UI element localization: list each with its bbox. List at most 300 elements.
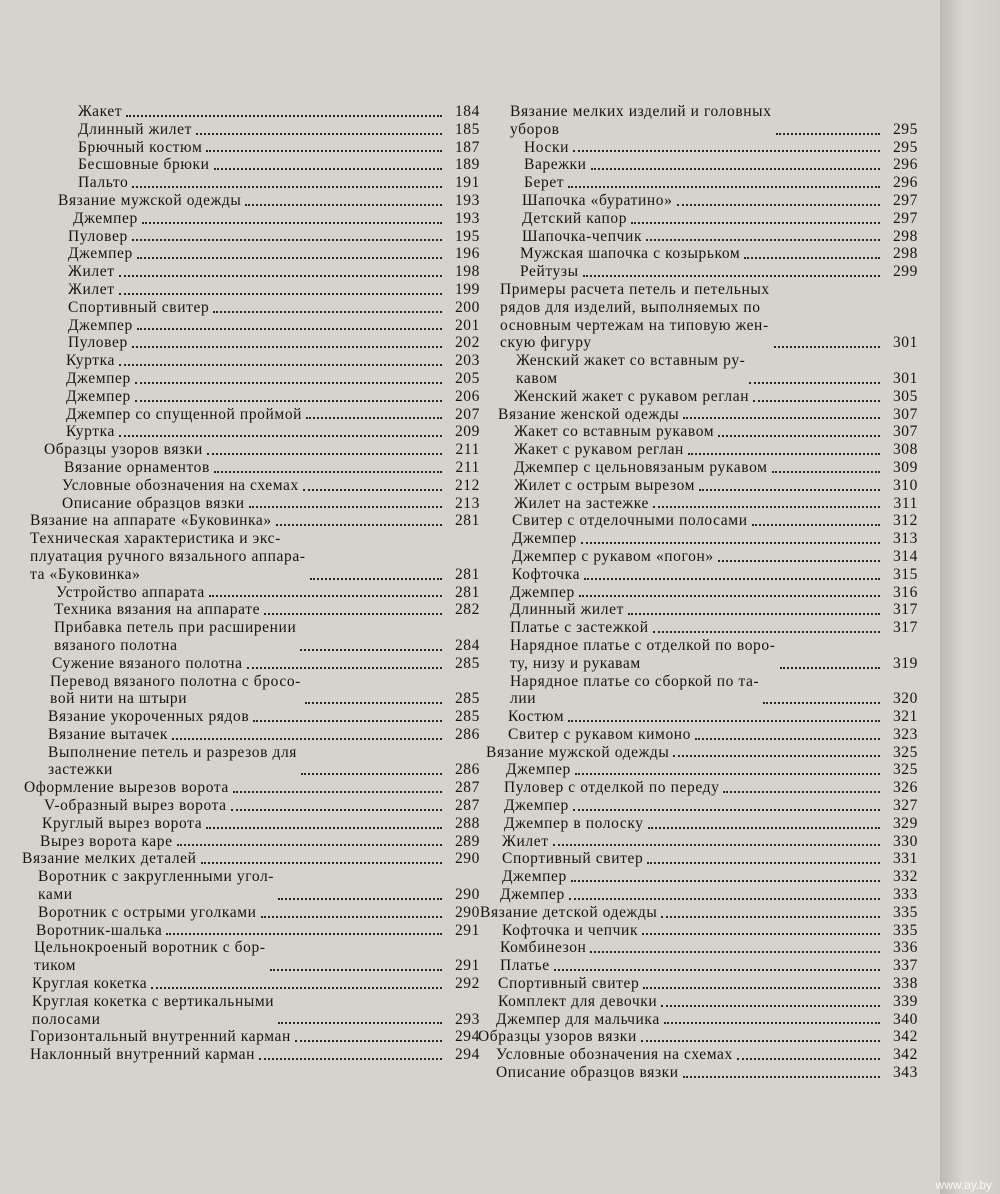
toc-entry-title: Нарядное платье со сборкой по та- лии [510, 672, 760, 708]
watermark: www.ay.by [935, 1178, 992, 1192]
dot-leader [737, 1058, 880, 1060]
toc-entry [478, 922, 918, 940]
toc-page-number: 205 [454, 369, 480, 387]
toc-page-number: 212 [454, 476, 480, 494]
toc-page-number: 198 [454, 263, 480, 281]
dot-leader [196, 133, 442, 135]
toc-page-number: 290 [454, 886, 480, 904]
toc-entry-title: Воротник с закругленными угол- ками [38, 868, 275, 904]
toc-entry-title: Свитер с отделочными полосами [512, 512, 748, 530]
toc-entry-title: Жилет с острым вырезом [514, 476, 696, 494]
toc-entry-title: Кофточка [512, 565, 581, 583]
toc-entry [478, 281, 918, 352]
toc-page-number: 287 [454, 797, 480, 815]
toc-page-number: 317 [892, 601, 918, 619]
toc-entry-title: Шапочка-чепчик [522, 227, 643, 245]
toc-page-number: 313 [892, 530, 918, 548]
toc-page-number: 297 [892, 191, 918, 209]
toc-entry-title: Джемпер [510, 583, 575, 601]
dot-leader [278, 898, 442, 900]
dot-leader [231, 809, 442, 811]
toc-page-number: 335 [892, 921, 918, 939]
dot-leader [214, 168, 442, 170]
toc-entry-title: Вязание мужской одежды [486, 743, 670, 761]
toc-entry [18, 495, 480, 513]
toc-entry-title: Джемпер [66, 387, 131, 405]
toc-entry-title: Описание образцов вязки [62, 494, 245, 512]
toc-page-number: 314 [892, 547, 918, 565]
toc-entry [478, 423, 918, 441]
toc-entry-title: Кофточка и чепчик [502, 921, 639, 939]
toc-entry [18, 655, 480, 673]
toc-entry-title: Пуловер [68, 334, 128, 352]
toc-entry [18, 868, 480, 904]
toc-entry [478, 975, 918, 993]
dot-leader [553, 844, 880, 846]
toc-entry-title: Вязание мелких изделий и головных уборов [510, 103, 772, 138]
toc-entry [18, 975, 480, 993]
toc-entry-title: V-образный вырез ворота [44, 797, 227, 815]
toc-page-number: 289 [454, 832, 480, 850]
toc-entry-title: Длинный жилет [510, 601, 624, 619]
toc-entry [478, 584, 918, 602]
toc-entry [18, 993, 480, 1029]
toc-entry-title: Цельнокроеный воротник с бор- тиком [34, 939, 266, 975]
toc-entry-title: Джемпер [68, 316, 133, 334]
toc-page-number: 187 [454, 138, 480, 156]
toc-entry [478, 993, 918, 1011]
toc-entry-title: Жилет [502, 832, 549, 850]
toc-column-left [18, 103, 480, 1064]
toc-entry-title: Брючный костюм [78, 138, 203, 156]
toc-entry-title: Жакет [78, 103, 123, 120]
toc-entry-title: Шапочка «буратино» [522, 191, 673, 209]
toc-page-number: 281 [454, 583, 480, 601]
toc-entry-title: Пуловер с отделкой по переду [504, 779, 720, 797]
toc-entry-title: Джемпер [73, 209, 138, 227]
dot-leader [590, 951, 880, 953]
dot-leader [132, 346, 442, 348]
toc-entry-title: Воротник с острыми уголками [38, 903, 257, 921]
dot-leader [249, 506, 442, 508]
toc-page-number: 331 [892, 850, 918, 868]
dot-leader [172, 738, 442, 740]
dot-leader [276, 524, 442, 526]
toc-entry [18, 1046, 480, 1064]
toc-page-number: 290 [454, 903, 480, 921]
dot-leader [664, 1022, 880, 1024]
dot-leader [688, 453, 880, 455]
toc-entry-title: Женский жакет со вставным ру- кавом [516, 352, 746, 387]
toc-page-number: 301 [892, 369, 918, 387]
toc-entry [478, 530, 918, 548]
toc-entry-title: Жакет со вставным рукавом [514, 423, 715, 441]
toc-page-number: 320 [892, 690, 918, 708]
dot-leader [591, 168, 880, 170]
dot-leader [264, 613, 442, 615]
toc-entry [478, 868, 918, 886]
toc-page-number: 292 [454, 975, 480, 993]
dot-leader [661, 1005, 880, 1007]
toc-entry-title: Вязание мелких деталей [22, 850, 197, 868]
toc-entry-title: Женский жакет с рукавом реглан [514, 387, 750, 405]
dot-leader [259, 1058, 442, 1060]
toc-entry [478, 388, 918, 406]
toc-entry-title: Оформление вырезов ворота [24, 779, 229, 797]
toc-page-number: 184 [454, 103, 480, 120]
dot-leader [261, 916, 442, 918]
toc-entry [478, 850, 918, 868]
toc-entry [18, 833, 480, 851]
toc-entry-title: Длинный жилет [78, 120, 192, 138]
dot-leader [653, 631, 880, 633]
toc-entry [18, 299, 480, 317]
toc-entry [478, 708, 918, 726]
toc-entry [478, 797, 918, 815]
dot-leader [119, 364, 442, 366]
dot-leader [201, 862, 442, 864]
toc-entry [18, 673, 480, 709]
dot-leader [301, 773, 442, 775]
toc-entry [478, 245, 918, 263]
toc-page-number: 285 [454, 690, 480, 708]
toc-entry [18, 192, 480, 210]
toc-entry [18, 939, 480, 975]
dot-leader [752, 524, 880, 526]
dot-leader [584, 578, 880, 580]
toc-entry-title: Берет [524, 174, 565, 192]
toc-page-number: 327 [892, 797, 918, 815]
toc-page-number: 206 [454, 387, 480, 405]
toc-entry-title: Платье [500, 957, 550, 975]
toc-entry-title: Жакет с рукавом реглан [514, 441, 684, 459]
dot-leader [631, 222, 880, 224]
toc-entry [478, 957, 918, 975]
dot-leader [683, 417, 880, 419]
toc-entry [478, 103, 918, 139]
dot-leader [661, 916, 880, 918]
toc-entry-title: Пальто [78, 174, 129, 192]
toc-entry [478, 406, 918, 424]
toc-entry [478, 779, 918, 797]
toc-entry-title: Перевод вязаного полотна с бросо- вой нити на штыри [50, 672, 301, 708]
toc-entry-title: Сужение вязаного полотна [52, 654, 243, 672]
toc-page-number: 335 [892, 903, 918, 921]
toc-page-number: 326 [892, 779, 918, 797]
toc-entry-title: Куртка [66, 423, 116, 441]
toc-entry-title: Спортивный свитер [502, 850, 644, 868]
toc-page-number: 299 [892, 263, 918, 281]
dot-leader [300, 649, 442, 651]
dot-leader [763, 702, 880, 704]
toc-page-number: 288 [454, 814, 480, 832]
toc-entry-title: Выполнение петель и разрезов для застежки [48, 743, 298, 779]
toc-entry-title: Техника вязания на аппарате [54, 601, 261, 619]
toc-entry [478, 619, 918, 637]
toc-entry-title: Комплект для девочки [498, 992, 658, 1010]
toc-entry [18, 121, 480, 139]
dot-leader [132, 186, 442, 188]
toc-entry [18, 708, 480, 726]
toc-entry [18, 584, 480, 602]
toc-page-number: 321 [892, 708, 918, 726]
toc-page-number: 294 [454, 1028, 480, 1046]
dot-leader [295, 1040, 442, 1042]
toc-page-number: 298 [892, 227, 918, 245]
dot-leader [723, 791, 880, 793]
toc-entry [18, 423, 480, 441]
toc-entry [18, 281, 480, 299]
toc-entry-title: Джемпер с цельновязаным рукавом [514, 458, 768, 476]
toc-page-number: 325 [892, 761, 918, 779]
toc-entry [478, 210, 918, 228]
toc-entry [18, 317, 480, 335]
toc-entry-title: Варежки [524, 156, 587, 174]
toc-page-number: 291 [454, 921, 480, 939]
toc-entry-title: Жилет [68, 280, 115, 298]
toc-entry [18, 922, 480, 940]
dot-leader [119, 293, 442, 295]
toc-page-number: 315 [892, 565, 918, 583]
toc-entry-title: Образцы узоров вязки [478, 1028, 637, 1046]
toc-entry [478, 744, 918, 762]
toc-column-right [478, 103, 918, 1082]
toc-entry [18, 512, 480, 530]
toc-entry [478, 139, 918, 157]
toc-page-number: 309 [892, 458, 918, 476]
toc-entry [478, 441, 918, 459]
toc-page-number: 319 [892, 654, 918, 672]
toc-page-number: 310 [892, 476, 918, 494]
toc-entry [18, 263, 480, 281]
dot-leader [583, 275, 880, 277]
dot-leader [233, 791, 442, 793]
toc-entry-title: Круглая кокетка с вертикальными полосами [32, 992, 275, 1028]
toc-entry [18, 139, 480, 157]
toc-page-number: 307 [892, 405, 918, 423]
toc-entry-title: Джемпер для мальчика [496, 1010, 660, 1028]
toc-entry [478, 156, 918, 174]
dot-leader [641, 1040, 880, 1042]
toc-entry [18, 245, 480, 263]
toc-page-number: 199 [454, 280, 480, 298]
dot-leader [206, 827, 442, 829]
toc-page-number: 311 [893, 494, 918, 512]
toc-page-number: 333 [892, 886, 918, 904]
toc-entry [18, 797, 480, 815]
toc-entry-title: Джемпер в полоску [504, 814, 644, 832]
toc-entry-title: Джемпер [504, 797, 569, 815]
toc-entry-title: Вязание орнаментов [64, 458, 210, 476]
toc-entry [478, 477, 918, 495]
toc-page-number: 203 [454, 352, 480, 370]
dot-leader [579, 595, 880, 597]
toc-page-number: 293 [454, 1010, 480, 1028]
toc-entry [478, 1046, 918, 1064]
toc-entry [18, 156, 480, 174]
dot-leader [135, 382, 442, 384]
dot-leader [780, 667, 880, 669]
toc-page-number: 211 [455, 441, 480, 459]
book-spine [940, 0, 1000, 1194]
dot-leader [774, 346, 880, 348]
dot-leader [571, 880, 880, 882]
toc-entry-title: Свитер с рукавом кимоно [508, 725, 692, 743]
toc-entry [18, 530, 480, 583]
toc-entry [478, 939, 918, 957]
toc-entry-title: Условные обозначения на схемах [62, 476, 299, 494]
toc-entry-title: Жилет [68, 263, 115, 281]
toc-page-number: 295 [892, 120, 918, 138]
toc-page-number: 285 [454, 708, 480, 726]
dot-leader [213, 311, 442, 313]
toc-page-number: 213 [454, 494, 480, 512]
toc-page-number: 282 [454, 601, 480, 619]
toc-page-number: 312 [892, 512, 918, 530]
toc-entry [478, 601, 918, 619]
toc-page-number: 338 [892, 975, 918, 993]
toc-entry-title: Вязание вытачек [48, 725, 168, 743]
toc-entry-title: Комбинезон [500, 939, 587, 957]
toc-entry-title: Бесшовные брюки [78, 156, 210, 174]
toc-entry [478, 174, 918, 192]
dot-leader [245, 204, 442, 206]
toc-entry [18, 103, 480, 121]
toc-entry [478, 495, 918, 513]
toc-entry-title: Вязание укороченных рядов [48, 708, 250, 726]
dot-leader [776, 133, 880, 135]
toc-entry [18, 370, 480, 388]
dot-leader [575, 773, 880, 775]
toc-entry-title: Пуловер [68, 227, 128, 245]
toc-page-number: 185 [454, 120, 480, 138]
dot-leader [772, 471, 880, 473]
dot-leader [306, 417, 442, 419]
toc-page-number: 340 [892, 1010, 918, 1028]
toc-page-number: 325 [892, 743, 918, 761]
toc-entry [18, 388, 480, 406]
toc-entry-title: Куртка [66, 352, 116, 370]
toc-page-number: 196 [454, 245, 480, 263]
dot-leader [653, 506, 880, 508]
toc-page-number: 316 [892, 583, 918, 601]
toc-page-number: 342 [892, 1046, 918, 1064]
toc-entry [478, 886, 918, 904]
toc-entry [478, 673, 918, 709]
toc-page-number: 286 [454, 761, 480, 779]
toc-entry-title: Круглая кокетка [32, 975, 148, 993]
toc-entry [478, 352, 918, 388]
toc-page-number: 191 [454, 174, 480, 192]
dot-leader [749, 382, 880, 384]
toc-page-number: 211 [455, 458, 480, 476]
dot-leader [628, 613, 880, 615]
toc-entry-title: Джемпер [506, 761, 571, 779]
dot-leader [207, 453, 442, 455]
dot-leader [753, 400, 880, 402]
toc-entry-title: Горизонтальный внутренний карман [30, 1028, 291, 1046]
toc-page-number: 193 [454, 209, 480, 227]
dot-leader [305, 702, 442, 704]
dot-leader [568, 186, 880, 188]
dot-leader [142, 222, 442, 224]
toc-page-number: 287 [454, 779, 480, 797]
toc-page-number: 305 [892, 387, 918, 405]
toc-entry-title: Носки [524, 138, 570, 156]
toc-entry [478, 1011, 918, 1029]
toc-entry [478, 904, 918, 922]
toc-page-number: 296 [892, 174, 918, 192]
dot-leader [177, 844, 442, 846]
toc-page-number: 295 [892, 138, 918, 156]
toc-entry-title: Примеры расчета петель и петельных рядов для изделий, выполняемых по основным чертежам на типовую жен- скую фигуру [500, 280, 770, 352]
toc-entry [18, 228, 480, 246]
dot-leader [270, 969, 442, 971]
toc-entry-title: Джемпер [68, 245, 133, 263]
toc-entry-title: Детский капор [522, 209, 628, 227]
dot-leader [673, 755, 880, 757]
dot-leader [744, 257, 880, 259]
toc-page-number: 329 [892, 814, 918, 832]
toc-entry-title: Джемпер со спущенной проймой [66, 405, 303, 423]
toc-entry-title: Вязание на аппарате «Буковинка» [30, 512, 272, 530]
dot-leader [214, 471, 442, 473]
toc-entry [478, 459, 918, 477]
toc-entry-title: Прибавка петель при расширении вязаного полотна [54, 619, 297, 654]
toc-entry-title: Вязание женской одежды [498, 405, 680, 423]
toc-entry-title: Жилет на застежке [514, 494, 649, 512]
toc-entry-title: Джемпер [502, 868, 567, 886]
toc-page-number: 343 [892, 1064, 918, 1082]
toc-entry-title: Мужская шапочка с козырьком [520, 245, 741, 263]
dot-leader [683, 1076, 880, 1078]
dot-leader [718, 560, 880, 562]
toc-page-number: 297 [892, 209, 918, 227]
dot-leader [581, 542, 880, 544]
toc-entry-title: Спортивный свитер [498, 975, 640, 993]
toc-entry-title: Платье с застежкой [510, 619, 649, 637]
toc-entry-title: Вязание мужской одежды [58, 191, 242, 209]
dot-leader [554, 969, 880, 971]
toc-page-number: 189 [454, 156, 480, 174]
toc-entry-title: Воротник-шалька [36, 921, 163, 939]
toc-entry [478, 637, 918, 673]
toc-entry [478, 548, 918, 566]
dot-leader [253, 720, 442, 722]
toc-entry [18, 904, 480, 922]
toc-entry-title: Образцы узоров вязки [44, 441, 203, 459]
toc-page-number: 332 [892, 868, 918, 886]
toc-page-number: 296 [892, 156, 918, 174]
toc-entry [478, 192, 918, 210]
toc-entry-title: Джемпер с рукавом «погон» [512, 547, 714, 565]
toc-entry-title: Устройство аппарата [56, 583, 205, 601]
toc-page-number: 209 [454, 423, 480, 441]
toc-page-number: 200 [454, 298, 480, 316]
dot-leader [643, 987, 880, 989]
dot-leader [569, 898, 880, 900]
toc-page-number: 202 [454, 334, 480, 352]
toc-page-number: 317 [892, 619, 918, 637]
toc-entry [18, 477, 480, 495]
toc-page-number: 281 [454, 512, 480, 530]
dot-leader [247, 667, 442, 669]
toc-entry-title: Джемпер [512, 530, 577, 548]
toc-page-number: 284 [454, 636, 480, 654]
toc-entry-title: Вырез ворота каре [40, 832, 173, 850]
toc-page-number: 336 [892, 939, 918, 957]
toc-page-number: 307 [892, 423, 918, 441]
